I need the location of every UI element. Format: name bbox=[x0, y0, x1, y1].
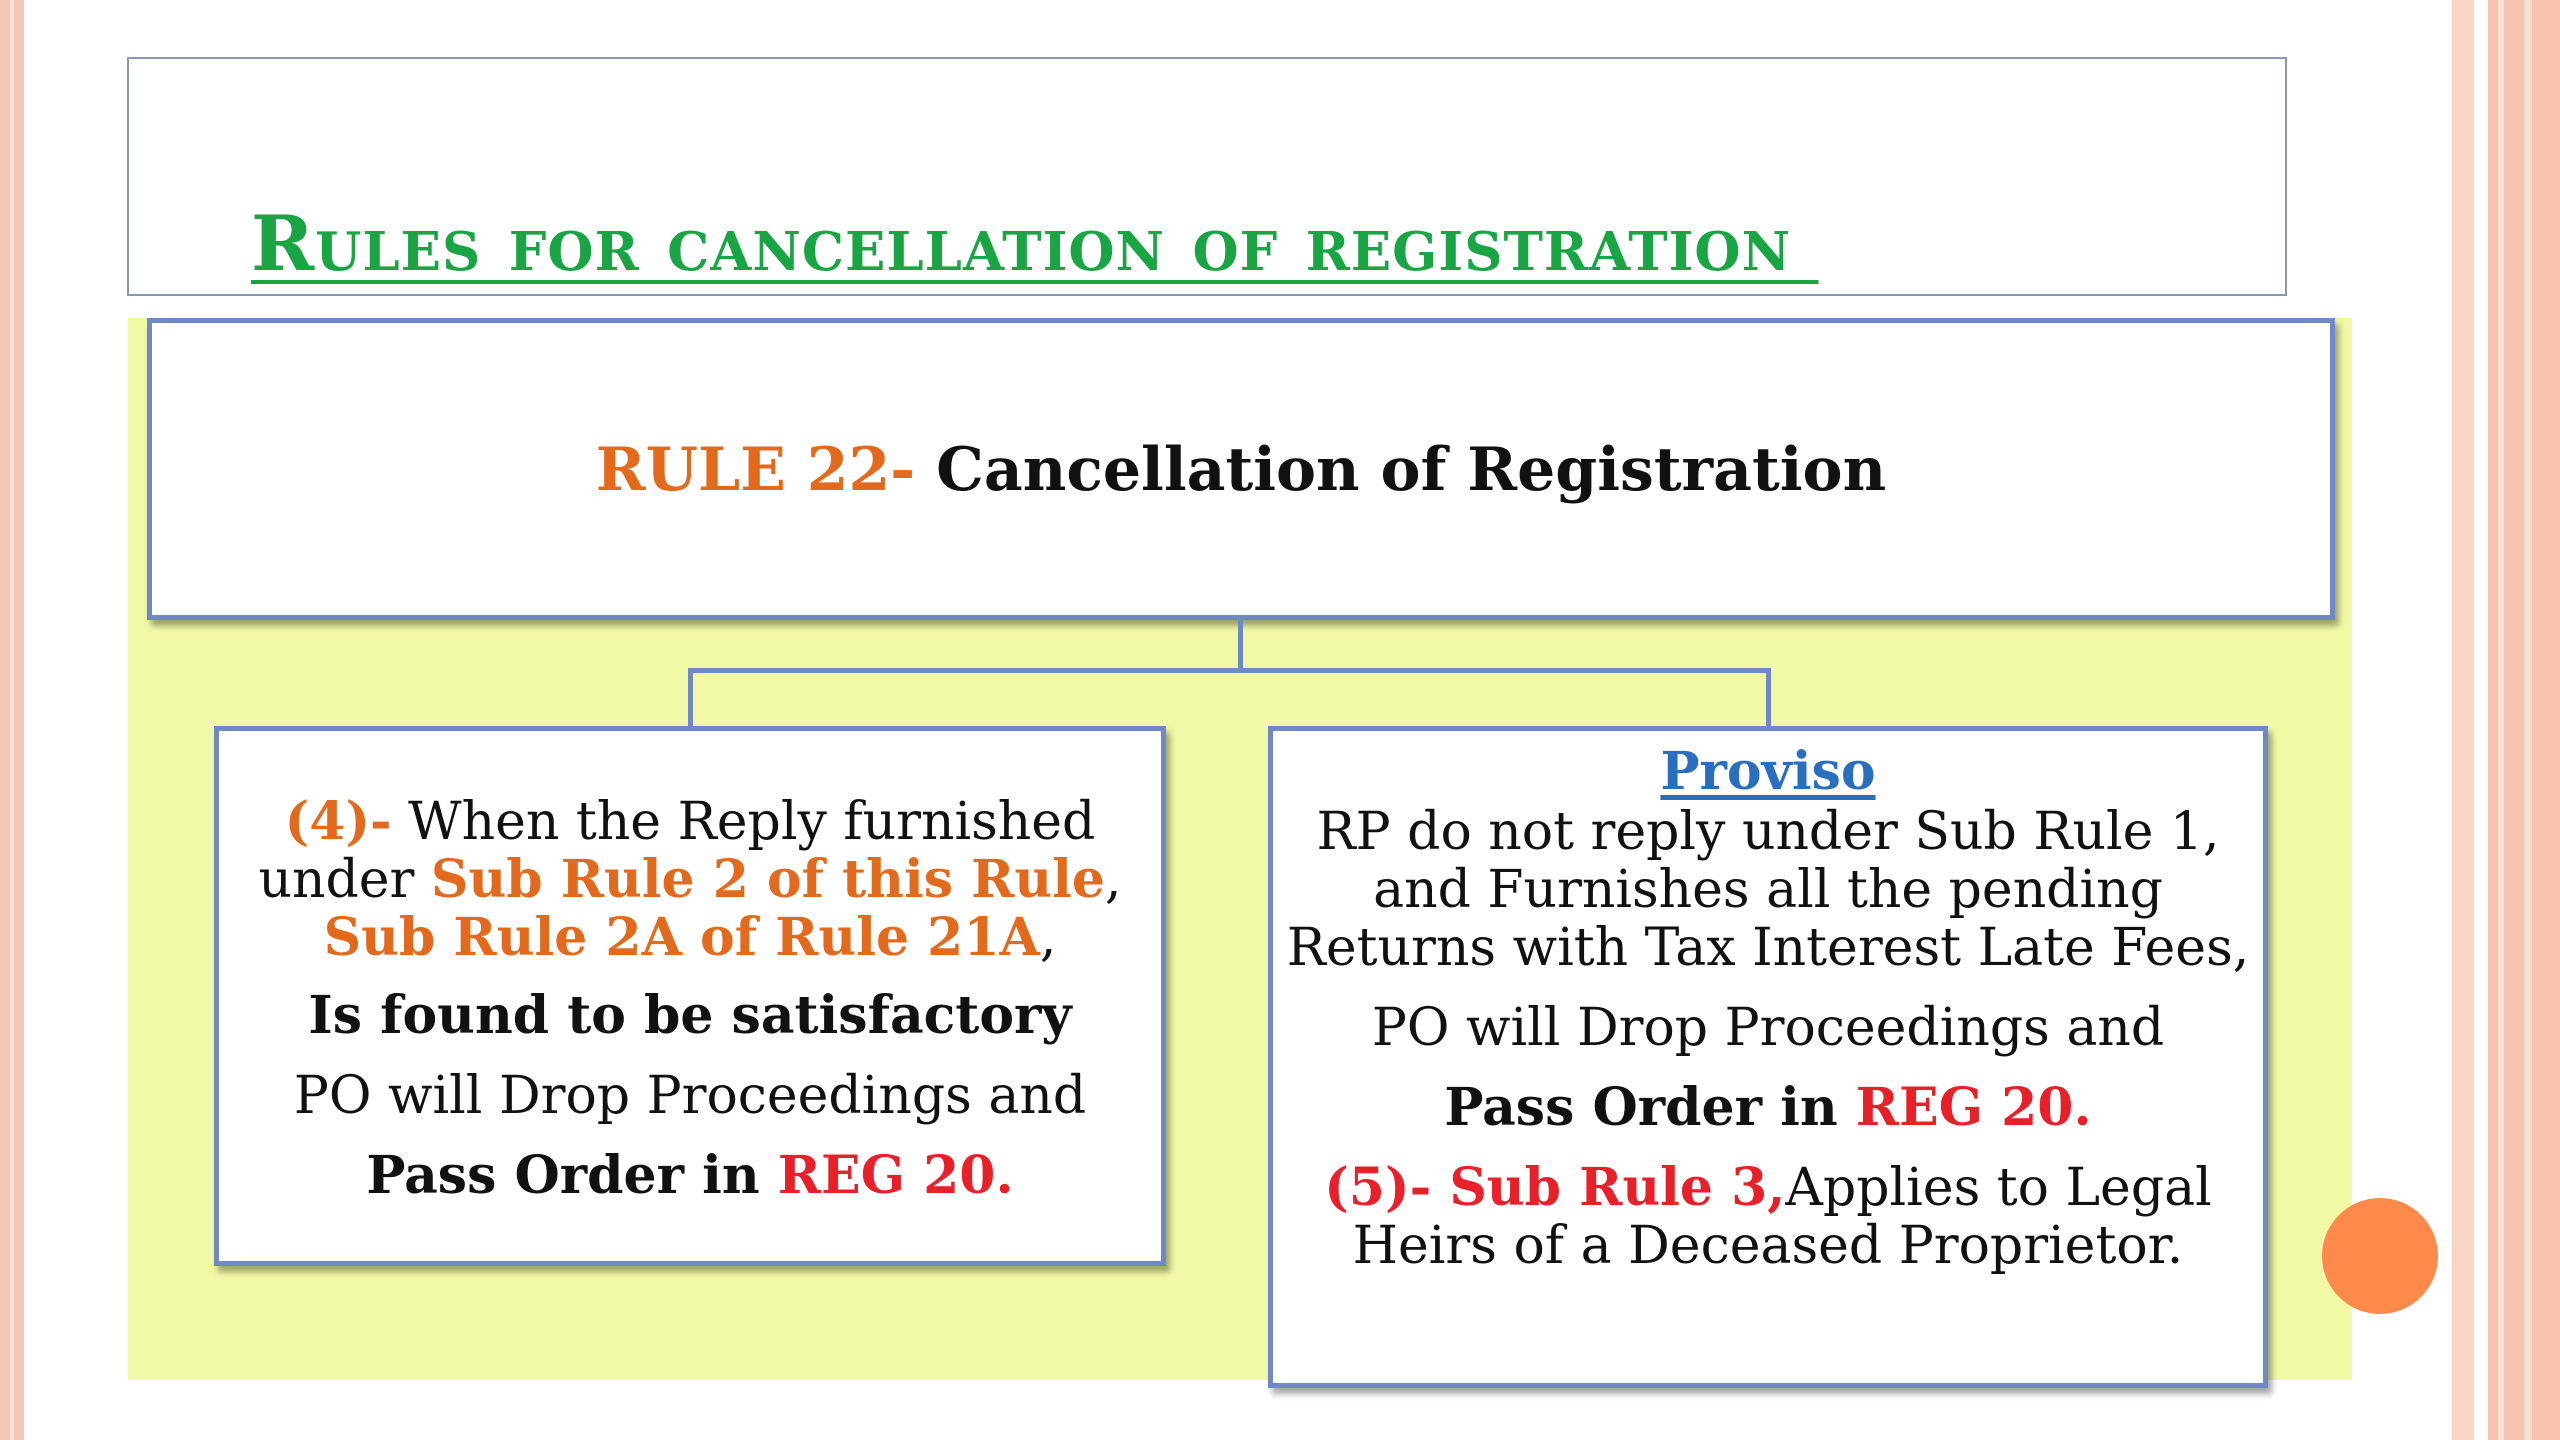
trailing-comma: , bbox=[1039, 908, 1057, 968]
sub-rule-2a-reference: Sub Rule 2A of Rule 21A bbox=[323, 907, 1040, 968]
proviso-drop-proceedings: PO will Drop Proceedings and bbox=[1371, 998, 2165, 1058]
pass-order-text: Pass Order in bbox=[366, 1145, 778, 1206]
sub-rule-2-reference: Sub Rule 2 of this Rule bbox=[430, 849, 1105, 910]
drop-proceedings-text: PO will Drop Proceedings and bbox=[293, 1066, 1087, 1126]
rule-number: RULE 22- bbox=[595, 435, 916, 505]
decorative-orange-circle bbox=[2322, 1198, 2438, 1314]
satisfactory-text: Is found to be satisfactory bbox=[308, 985, 1072, 1046]
right-decorative-border-outer bbox=[2488, 0, 2560, 1440]
rule-22-box bbox=[147, 318, 2335, 620]
title-box bbox=[127, 57, 2287, 296]
left-decorative-border bbox=[0, 0, 24, 1440]
connector-right-branch bbox=[1766, 668, 1771, 728]
rule-title: Cancellation of Registration bbox=[915, 435, 1887, 505]
proviso-body: RP do not reply under Sub Rule 1, and Furnishes all the pending Returns with Tax Interest Late Fees, bbox=[1286, 802, 2250, 978]
connector-horizontal bbox=[688, 668, 1771, 673]
proviso-heading: Proviso bbox=[1660, 741, 1876, 802]
sub-rule-4-text: When the Reply furnished under bbox=[258, 792, 1096, 910]
sub-rule-5-number: (5)- Sub Rule 3, bbox=[1324, 1157, 1786, 1218]
proviso-reg-20-reference: REG 20. bbox=[1855, 1077, 2092, 1138]
proviso-box bbox=[1268, 726, 2268, 1388]
sub-rule-5-line bbox=[1279, 1159, 2257, 1275]
separator-comma: , bbox=[1104, 850, 1122, 910]
connector-trunk bbox=[1238, 620, 1243, 672]
reg-20-reference: REG 20. bbox=[777, 1145, 1014, 1206]
sub-rule-4-number: (4)- bbox=[284, 791, 392, 852]
legal-heirs-text: Applies to Legal Heirs of a Deceased Proprietor. bbox=[1352, 1158, 2212, 1276]
rule-heading bbox=[152, 435, 2330, 505]
right-decorative-border-inner bbox=[2452, 0, 2474, 1440]
sub-rule-4-box bbox=[214, 726, 1166, 1266]
proviso-pass-order-line bbox=[1279, 1079, 2257, 1137]
sub-rule-4-condition bbox=[229, 793, 1151, 967]
slide-title: Rules for cancellation of registration bbox=[251, 199, 1819, 288]
connector-left-branch bbox=[688, 668, 693, 728]
pass-order-line bbox=[229, 1147, 1151, 1205]
proviso-pass-order-text: Pass Order in bbox=[1444, 1077, 1856, 1138]
